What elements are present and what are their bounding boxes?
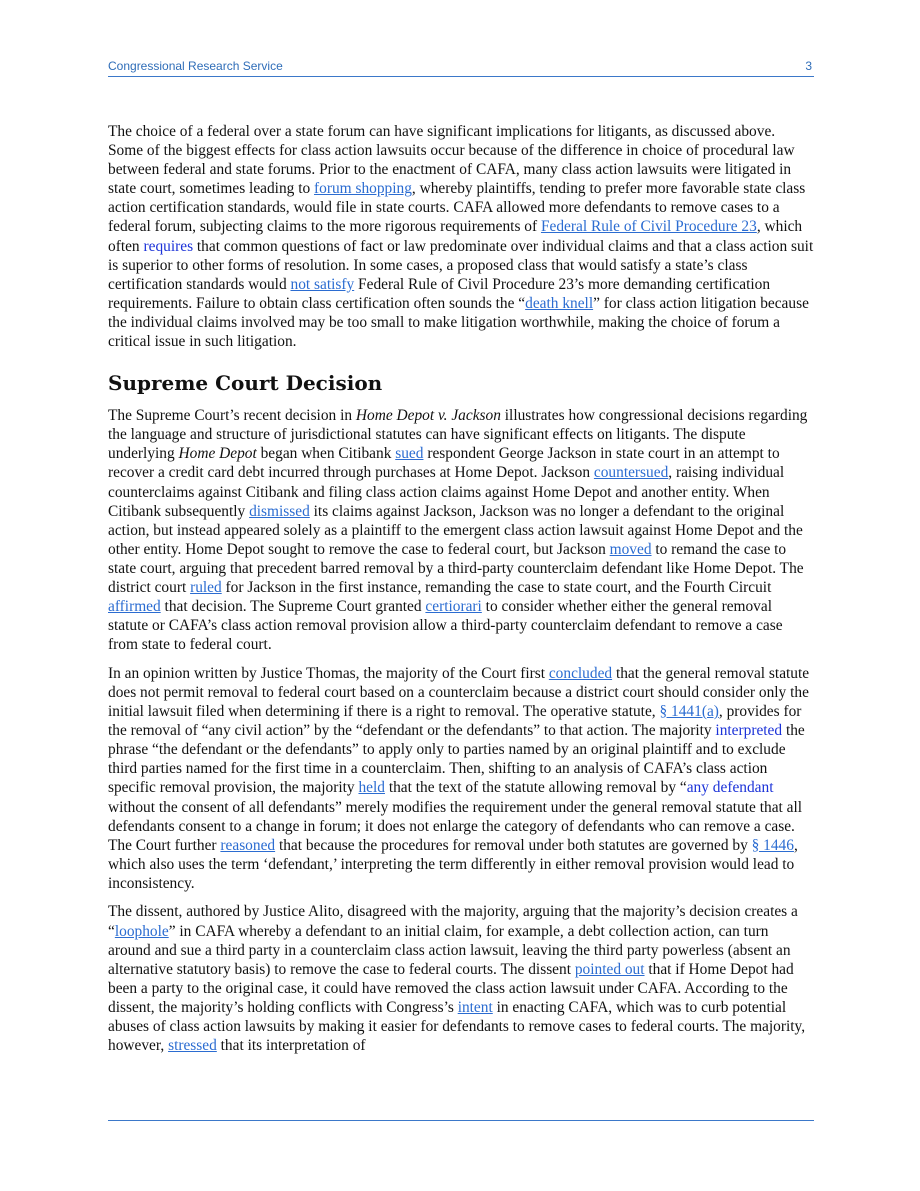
document-body xyxy=(108,122,814,1065)
link-concluded[interactable]: concluded xyxy=(548,664,613,682)
link-intent[interactable]: intent xyxy=(457,998,493,1016)
text-run: that common questions of fact or law predominate over individual claims and that a class action suit is superior to other forms of resolution. In some cases, a proposed class that would satisfy a state’s class certification standards would xyxy=(108,237,814,293)
text-run: , raising individual counterclaims against Citibank and filing class action claims against Home Depot and another entity. When Citibank subsequently xyxy=(108,464,785,520)
text-run: the phrase “the defendant or the defendants” to apply only to parties named by an original plaintiff and to exclude third parties named for the first time in a counterclaim. Then, shifting to an analysis of CAFA’s class action specific removal provision, the majority xyxy=(108,722,805,797)
text-run: that the text of the statute allowing removal by “ xyxy=(384,779,687,797)
text-run: without the consent of all defendants” merely modifies the requirement under the general removal statute that all defendants consent to a change in forum; it does not enlarge the category of defendants who can remove a case. The Court further xyxy=(108,798,803,854)
link-death-knell[interactable]: death knell xyxy=(525,294,594,312)
link-certiorari[interactable]: certiorari xyxy=(425,598,482,616)
text-run: respondent George Jackson in state court in an attempt to recover a credit card debt incurred through purchases at Home Depot. Jackson xyxy=(108,445,780,482)
link-moved[interactable]: moved xyxy=(609,540,652,558)
link-loophole[interactable]: loophole xyxy=(114,922,169,940)
text-run: Federal Rule of Civil Procedure 23’s more demanding certification requirements. Failure to obtain class certification often sounds the “ xyxy=(108,275,771,312)
text-run: , provides for the removal of “any civil action” by the “defendant or the defendants” to that action. The majority xyxy=(108,703,802,740)
text-run: that because the procedures for removal under both statutes are governed by xyxy=(275,836,752,854)
text-run: for Jackson in the first instance, remanding the case to state court, and the Fourth Circuit xyxy=(221,578,772,596)
text-run: to consider whether either the general removal statute or CAFA’s class action removal provision allow a third-party counterclaim defendant to remove a case from state to federal court. xyxy=(108,598,783,654)
text-run: In an opinion written by Justice Thomas, the majority of the Court first xyxy=(108,664,549,682)
link-frcp-23[interactable]: Federal Rule of Civil Procedure 23 xyxy=(540,218,757,236)
text-run: , whereby plaintiffs, tending to prefer more favorable state class action certification standards, would file in state courts. CAFA allowed more defendants to remove cases to a federal forum, subjecting claims to the more rigorous requirements of xyxy=(108,180,806,236)
link-reasoned[interactable]: reasoned xyxy=(220,836,276,854)
text-run: The choice of a federal over a state forum can have significant implications for litigants, as discussed above. Some of the biggest effects for class action lawsuits occur because of the difference in choice of procedural law between federal and state forums. Prior to the enactment of CAFA, many class action lawsuits were litigated in state court, sometimes leading to xyxy=(108,123,795,198)
page-header xyxy=(108,58,814,77)
text-run: ” for class action litigation because the individual claims involved may be too small to make litigation worthwhile, making the choice of forum a critical issue in such litigation. xyxy=(108,294,809,351)
link-stressed[interactable]: stressed xyxy=(168,1037,217,1055)
link-ruled[interactable]: ruled xyxy=(190,578,222,596)
text-run: that its interpretation of xyxy=(216,1037,366,1055)
header-organization: Congressional Research Service xyxy=(108,59,283,73)
text-run: , which often xyxy=(108,218,803,255)
link-any-defendant[interactable]: any defendant xyxy=(686,779,774,797)
paragraph-majority xyxy=(108,664,814,893)
text-run: to remand the case to state court, arguing that precedent barred removal by a third-party counterclaim defendant like Home Depot. The district court xyxy=(108,540,804,596)
text-run: that decision. The Supreme Court granted xyxy=(160,598,426,616)
page-number: 3 xyxy=(805,59,812,73)
link-countersued[interactable]: countersued xyxy=(593,464,669,482)
link-held[interactable]: held xyxy=(358,779,385,797)
link-forum-shopping[interactable]: forum shopping xyxy=(314,180,412,198)
link-interpreted[interactable]: interpreted xyxy=(715,722,783,740)
section-heading: Supreme Court Decision xyxy=(108,371,383,396)
paragraph-background xyxy=(108,406,814,654)
link-pointed-out[interactable]: pointed out xyxy=(574,960,645,978)
text-run: illustrates how congressional decisions regarding the language and structure of jurisdictional statutes can have significant effects on litigants. The dispute underlying xyxy=(108,407,808,463)
text-run: its claims against Jackson, Jackson was no longer a defendant to the original action, but instead appeared solely as a plaintiff to the emergent class action lawsuit against Home Depot and the other entity. Home Depot sought to remove the case to federal court, but Jackson xyxy=(108,502,803,558)
link-sued[interactable]: sued xyxy=(395,445,424,463)
case-name: Home Depot v. Jackson xyxy=(355,407,501,425)
link-affirmed[interactable]: affirmed xyxy=(108,598,161,616)
case-name-short: Home Depot xyxy=(178,445,257,463)
link-1446[interactable]: § 1446 xyxy=(751,836,794,854)
text-run: that the general removal statute does not permit removal to federal court based on a counterclaim because a district court should consider only the initial lawsuit filed when determining if there is a right to removal. The operative statute, xyxy=(108,664,810,721)
text-run: that if Home Depot had been a party to the original case, it could have removed the class action lawsuit under CAFA. According to the dissent, the majority’s holding conflicts with Congress’s xyxy=(108,960,794,1016)
paragraph-dissent xyxy=(108,902,814,1055)
text-run: ” in CAFA whereby a defendant to an initial claim, for example, a debt collection action, can turn around and sue a third party in a counterclaim class action lawsuit, leaving the third party powerless (absent an alternative statutory basis) to remove the case to federal courts. The dissent xyxy=(108,922,791,978)
text-run: , which also uses the term ‘defendant,’ interpreting the term differently in either removal provision would lead to inconsistency. xyxy=(108,836,798,892)
link-1441a[interactable]: § 1441(a) xyxy=(659,703,719,721)
link-dismissed[interactable]: dismissed xyxy=(249,502,310,520)
intro-paragraph xyxy=(108,122,814,351)
text-run: The dissent, authored by Justice Alito, disagreed with the majority, arguing that the majority’s decision creates a “ xyxy=(108,903,798,940)
text-run: The Supreme Court’s recent decision in xyxy=(108,407,356,425)
text-run: in enacting CAFA, which was to curb potential abuses of class action lawsuits by making it easier for defendants to remove cases to federal courts. The majority, however, xyxy=(108,998,806,1055)
text-run: began when Citibank xyxy=(256,445,396,463)
footer-rule xyxy=(108,1120,814,1121)
link-requires[interactable]: requires xyxy=(143,237,194,255)
link-not-satisfy[interactable]: not satisfy xyxy=(290,275,355,293)
